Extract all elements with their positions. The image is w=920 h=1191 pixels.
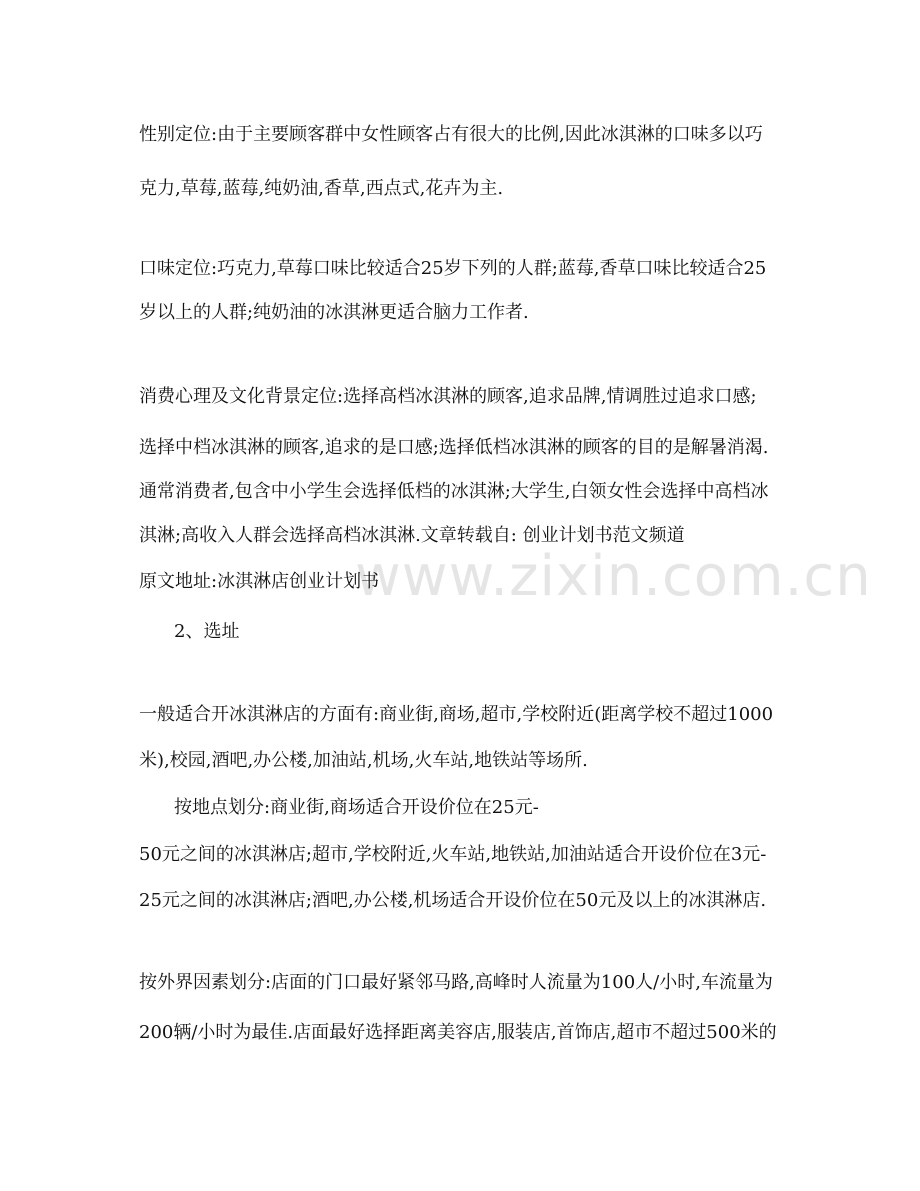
text-line: 通常消费者,包含中小学生会选择低档的冰淇淋;大学生,白领女性会选择中高档冰: [139, 481, 769, 502]
text-line: 米),校园,酒吧,办公楼,加油站,机场,火车站,地铁站等场所.: [139, 750, 588, 771]
text-line: 按地点划分:商业街,商场适合开设价位在25元-: [174, 797, 539, 818]
text-line: 25元之间的冰淇淋店;酒吧,办公楼,机场适合开设价位在50元及以上的冰淇淋店.: [139, 890, 767, 911]
watermark-text: www.zixin.com.cn: [355, 544, 872, 609]
text-line: 口味定位:巧克力,草莓口味比较适合25岁下列的人群;蓝莓,香草口味比较适合25: [139, 258, 767, 279]
section-heading: 2、选址: [174, 621, 240, 642]
text-line: 岁以上的人群;纯奶油的冰淇淋更适合脑力工作者.: [139, 302, 529, 323]
text-line: 一般适合开冰淇淋店的方面有:商业街,商场,超市,学校附近(距离学校不超过1000: [139, 704, 774, 725]
text-line: 淇淋;高收入人群会选择高档冰淇淋.文章转载自: 创业计划书范文频道: [139, 525, 685, 546]
text-line: 200辆/小时为最佳.店面最好选择距离美容店,服装店,首饰店,超市不超过500米的: [139, 1022, 777, 1043]
text-line: 选择中档冰淇淋的顾客,追求的是口感;选择低档冰淇淋的顾客的目的是解暑消渴.: [139, 437, 769, 458]
text-line: 性别定位:由于主要顾客群中女性顾客占有很大的比例,因此冰淇淋的口味多以巧: [139, 124, 763, 145]
text-line: 克力,草莓,蓝莓,纯奶油,香草,西点式,花卉为主.: [139, 178, 504, 199]
text-line: 50元之间的冰淇淋店;超市,学校附近,火车站,地铁站,加油站适合开设价位在3元-: [139, 844, 767, 865]
text-line: 消费心理及文化背景定位:选择高档冰淇淋的顾客,追求品牌,情调胜过追求口感;: [139, 386, 757, 407]
text-line: 按外界因素划分:店面的门口最好紧邻马路,高峰时人流量为100人/小时,车流量为: [139, 972, 773, 993]
text-line: 原文地址:冰淇淋店创业计划书: [139, 571, 380, 592]
